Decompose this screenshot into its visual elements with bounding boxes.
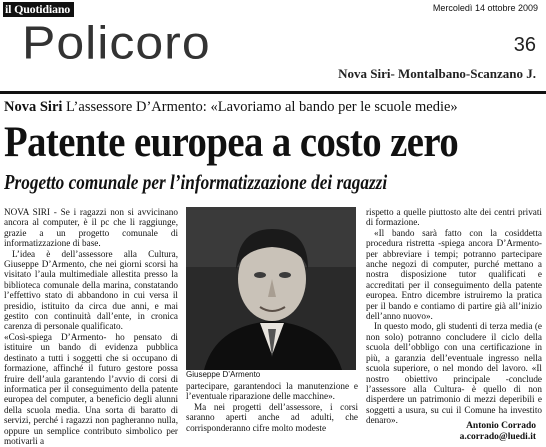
article-column-3 — [366, 207, 542, 426]
paragraph: rispetto a quelle piuttosto alte dei centri privati di formazione. — [366, 207, 542, 228]
paragraph: «Così-spiega D’Armento- ho pensato di istituire un bando di evidenza pubblica destinato a tutti i soggetti che si occupano di formazione, affinché il futuro gestore possa fruire dell’aula garantendo l’avvio di corsi di informatica per il conseguimento della patente europea del computer, a beneficio degli alunni della scuola media. Una sorta di baratto di servizi, perché i ragazzi non pagheranno nulla, oppure un semplice contributo simbolico per motivarli a — [4, 331, 178, 446]
publication-date: Mercoledì 14 ottobre 2009 — [432, 3, 538, 13]
section-title: Policoro — [22, 17, 211, 69]
portrait-image — [186, 207, 356, 370]
article-headline: Patente europea a costo zero — [4, 119, 459, 166]
paragraph: In questo modo, gli studenti di terza media (e non solo) potranno concludere il ciclo della scuola dell’obbligo con una certificazione in più, a garanzia dell’eventuale ingresso nella scuola superiore, o nel mondo del lavoro. «Il nostro obiettivo principale -conclude l’assessore alla Cultura- è quello di non disperdere un patrimonio di mezzi deperibili e soggetti a usura, su cui il Comune ha investito denaro». — [366, 321, 542, 426]
paragraph: NOVA SIRI - Se i ragazzi non si avvicinano ancora al computer, è il pc che li raggiunge, grazie a un progetto comunale di informatizzazione di base. — [4, 207, 178, 249]
article-column-1 — [4, 207, 178, 446]
author-email: a.corrado@luedi.it — [459, 432, 536, 442]
article-column-2 — [186, 381, 358, 433]
article-subheadline: Progetto comunale per l’informatizzazione dei ragazzi — [4, 170, 388, 194]
kicker-text: L’assessore D’Armento: «Lavoriamo al bando per le scuole medie» — [66, 99, 458, 115]
author-signature — [460, 421, 536, 443]
photo-caption: Giuseppe D’Armento — [186, 370, 261, 379]
page-number: 36 — [513, 34, 536, 56]
portrait-photo — [186, 207, 356, 370]
area-label: Nova Siri- Montalbano-Scanzano J. — [338, 66, 536, 81]
newspaper-logo: il Quotidiano — [3, 2, 74, 17]
author-name: Antonio Corrado — [466, 421, 536, 431]
paragraph: partecipare, garantendoci la manutenzione e l’eventuale riparazione delle macchine». — [186, 381, 358, 402]
paragraph: L’idea è dell’assessore alla Cultura, Giuseppe D’Armento, che nei giorni scorsi ha visitato l’aula multimediale allestita presso la biblioteca comunale della marina, constatando l’effettivo stato di abbandono in cui versa il presidio, istituito da circa due anni, e mai gestito con continuità dall’ente, in cronica carenza di personale qualificato. — [4, 248, 178, 332]
article-kicker — [4, 99, 458, 116]
paragraph: Ma nei progetti dell’assessore, i corsi saranno aperti anche ad adulti, che corrisponderanno cifre molto modeste — [186, 401, 358, 433]
kicker-place: Nova Siri — [4, 99, 63, 115]
header-divider — [0, 91, 546, 94]
paragraph: «Il bando sarà fatto con la cosiddetta procedura ristretta -spiega ancora D’Armento- per abbreviare i tempi; potranno partecipare anche negozi di computer, purché mettano a nostra disposizione tutor qualificati e accreditati per il conseguimento della patente europea. Entro dicembre istruiremo la pratica per il bando e contiamo di partire già all’inizio dell’anno nuovo». — [366, 227, 542, 322]
